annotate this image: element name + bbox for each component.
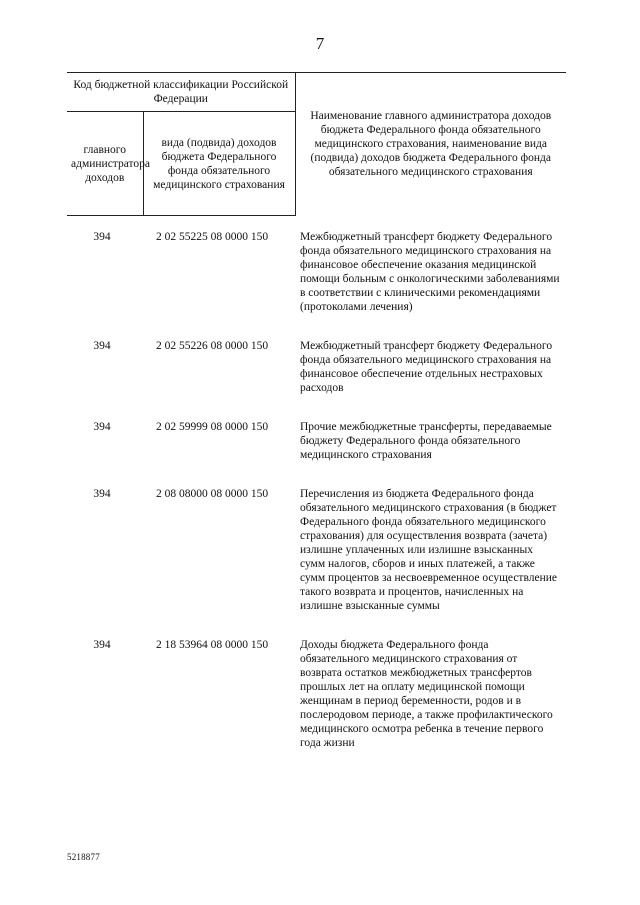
table-row xyxy=(67,420,566,487)
cell-income-name xyxy=(295,230,566,339)
cell-kbk-code: 2 02 55225 08 0000 150 xyxy=(156,231,269,243)
cell-kbk-code: 2 02 59999 08 0000 150 xyxy=(156,421,269,433)
income-name-text: Межбюджетный трансферт бюджету Федерального фонда обязательного медицинского страхования на финансовое обеспечение оказания медицинской помощи больным с онкологическими заболеваниями в соответствии с клиническими рекомендациями (протоколами лечения) xyxy=(300,231,560,313)
cell-admin-code: 394 xyxy=(93,421,111,433)
cell-income-name xyxy=(295,487,566,638)
page-number: 7 xyxy=(315,34,325,53)
income-name-text: Прочие межбюджетные трансферты, передаваемые бюджету Федерального фонда обязательного медицинского страхования xyxy=(300,421,552,461)
table-row xyxy=(67,339,566,420)
table-row xyxy=(67,487,566,638)
cell-kbk-code: 2 02 55226 08 0000 150 xyxy=(156,340,269,352)
cell-income-name xyxy=(295,339,566,420)
table-header xyxy=(67,73,566,216)
table-row xyxy=(67,638,566,775)
cell-kbk-code: 2 08 08000 08 0000 150 xyxy=(156,488,269,500)
budget-classification-table xyxy=(67,72,566,775)
header-col-code: вида (подвида) доходов бюджета Федерального фонда обязательного медицинского страхования xyxy=(143,112,295,216)
cell-admin-code: 394 xyxy=(93,488,111,500)
table-row xyxy=(67,230,566,339)
header-group-title: Код бюджетной классификации Российской Федерации xyxy=(67,73,295,112)
cell-income-name xyxy=(295,638,566,775)
cell-admin-code: 394 xyxy=(93,639,111,651)
income-name-text: Перечисления из бюджета Федерального фонда обязательного медицинского страхования (в бюджет Федерального фонда обязательного медицинского страхования) для осуществления возврата (зачета) излишне уплаченных или излишне взысканных сумм налогов, сборов и иных платежей, а также сумм процентов за несвоевременное осуществление такого возврата и процентов, начисленных на излишне взысканные суммы xyxy=(300,488,557,612)
cell-admin-code: 394 xyxy=(93,340,111,352)
header-col-admin: главного администратора доходов xyxy=(67,112,143,216)
document-id: 5218877 xyxy=(67,852,100,862)
table-body xyxy=(67,216,566,776)
income-name-text: Доходы бюджета Федерального фонда обязательного медицинского страхования от возврата остатков межбюджетных трансфертов прошлых лет на оплату медицинской помощи женщинам в период беременности, родов и в послеродовом периоде, а также профилактического медицинского осмотра ребенка в течение первого года жизни xyxy=(300,639,553,749)
income-name-text: Межбюджетный трансферт бюджету Федерального фонда обязательного медицинского страхования на финансовое обеспечение отдельных нестраховых расходов xyxy=(300,340,553,394)
cell-kbk-code: 2 18 53964 08 0000 150 xyxy=(156,639,269,651)
cell-admin-code: 394 xyxy=(93,231,111,243)
header-col-name: Наименование главного администратора доходов бюджета Федерального фонда обязательного медицинского страхования, наименование вида (подвида) доходов бюджета Федерального фонда обязательного медицинского страхования xyxy=(295,73,566,216)
cell-income-name xyxy=(295,420,566,487)
